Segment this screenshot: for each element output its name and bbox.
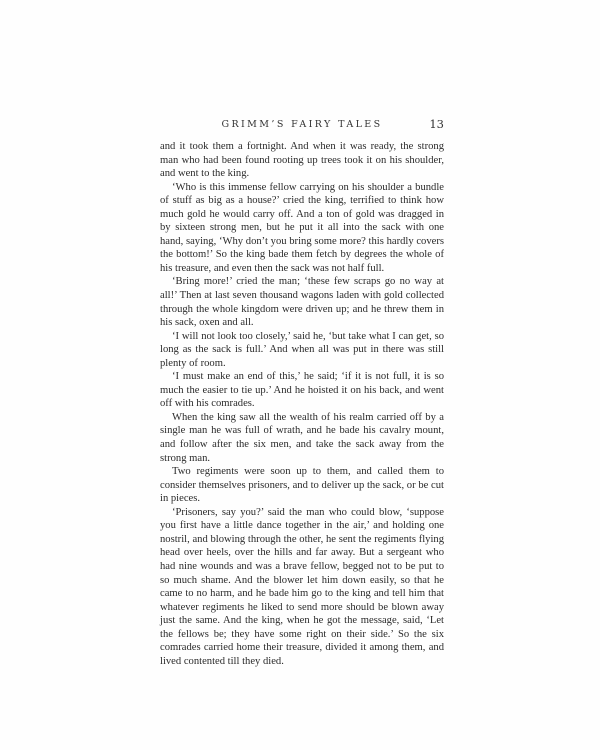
paragraph: ‘I will not look too closely,’ said he, ‘but take what I can get, so long as the sack is full.’ And when all was put in there was still plenty of room.	[160, 330, 444, 369]
paragraph: and it took them a fortnight. And when it was ready, the strong man who had been found rooting up trees took it on his shoulder, and went to the king.	[160, 141, 444, 180]
paragraph: ‘Prisoners, say you?’ said the man who could blow, ‘suppose you first have a little dance together in the air,’ and holding one nostril, and blowing through the other, he sent the regiments flying head over heels, over the hills and far away. But a sergeant who had nine wounds and was a brave fellow, begged not to be put to so much shame. And the blower let him down easily, so that he came to no harm, and he bade him go to the king and tell him that whatever regiments he liked to send more should be blown away just the same. And the king, when he got the message, said, ‘Let the fellows be; they have some right on their side.’ So the six comrades carried home their treasure, divided it among them, and lived contented till they died.	[160, 506, 444, 667]
page-header	[160, 118, 444, 138]
paragraph: ‘I must make an end of this,’ he said; ‘if it is not full, it is so much the easier to tie up.’ And he hoisted it on his back, and went off with his comrades.	[160, 371, 444, 410]
running-title: GRIMM’S FAIRY TALES	[221, 119, 383, 130]
page-number: 13	[429, 117, 444, 131]
body-text	[160, 140, 444, 668]
paragraph: Two regiments were soon up to them, and called them to consider themselves prisoners, and to deliver up the sack, or be cut in pieces.	[160, 466, 444, 505]
paragraph: ‘Who is this immense fellow carrying on his shoulder a bundle of stuff as big as a house?’ cried the king, terrified to think how much gold he would carry off. And a ton of gold was dragged in by sixteen strong men, but he put it all into the sack with one hand, saying, ‘Why don’t you bring some more? this hardly covers the bottom!’ So the king bade them fetch by degrees the whole of his treasure, and even then the sack was not half full.	[160, 181, 444, 274]
paragraph: When the king saw all the wealth of his realm carried off by a single man he was full of wrath, and he bade his cavalry mount, and follow after the six men, and take the sack away from the strong man.	[160, 411, 444, 464]
paragraph: ‘Bring more!’ cried the man; ‘these few scraps go no way at all!’ Then at last seven thousand wagons laden with gold collected through the whole kingdom were driven up; and he threw them in his sack, oxen and all.	[160, 276, 444, 329]
